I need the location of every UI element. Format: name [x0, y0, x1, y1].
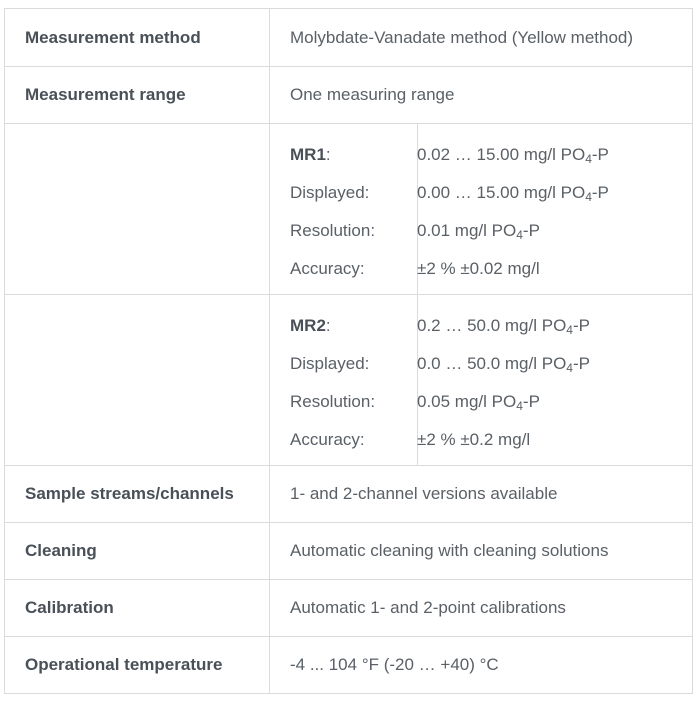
mr2-displayed [397, 345, 692, 383]
spec-value: Automatic cleaning with cleaning solutions [270, 523, 693, 580]
spec-row-mr2 [5, 295, 693, 466]
mr2-resolution-row [270, 383, 692, 421]
mr2-displayed-row [270, 345, 692, 383]
mr1-resolution-row [270, 212, 692, 250]
mr1-accuracy-row [270, 250, 692, 288]
mr1-subtable [270, 136, 692, 288]
mr2-name-text: MR2 [290, 316, 326, 335]
mr2-displayed-post: -P [572, 354, 590, 373]
mr1-displayed-row [270, 174, 692, 212]
spec-label: Sample streams/channels [5, 466, 270, 523]
spec-label: Operational temperature [5, 637, 270, 694]
mr2-name-suffix: : [325, 316, 331, 335]
mr1-span [397, 136, 692, 174]
spec-value: 1- and 2-channel versions available [270, 466, 693, 523]
mr2-resolution-key: Resolution: [290, 392, 376, 411]
mr1-details [270, 124, 693, 295]
spec-label-empty [5, 295, 270, 466]
mr2-displayed-key: Displayed: [290, 354, 370, 373]
mr2-resolution-pre: 0.05 mg/l PO [417, 392, 517, 411]
spec-value: Automatic 1- and 2-point calibrations [270, 580, 693, 637]
spec-row-measurement-range [5, 67, 693, 124]
mr2-span [397, 307, 692, 345]
mr1-displayed-key: Displayed: [290, 183, 370, 202]
spec-label: Measurement range [5, 67, 270, 124]
mr2-displayed-sub: 4 [566, 361, 573, 375]
spec-row-mr1 [5, 124, 693, 295]
spec-row-operational-temperature [5, 637, 693, 694]
spec-label-empty [5, 124, 270, 295]
mr2-span-post: -P [572, 316, 590, 335]
mr1-accuracy-key: Accuracy: [290, 259, 365, 278]
mr1-span-post: -P [591, 145, 609, 164]
mr1-resolution-key: Resolution: [290, 221, 376, 240]
spec-value: -4 ... 104 °F (-20 … +40) °C [270, 637, 693, 694]
mr1-displayed [397, 174, 692, 212]
mr1-resolution [397, 212, 692, 250]
mr2-accuracy: ±2 % ±0.2 mg/l [417, 430, 531, 449]
mr1-accuracy: ±2 % ±0.02 mg/l [417, 259, 540, 278]
spec-label: Calibration [5, 580, 270, 637]
mr1-displayed-post: -P [591, 183, 609, 202]
mr1-span-sub: 4 [585, 152, 592, 166]
mr2-subtable [270, 307, 692, 459]
mr1-name-text: MR1 [290, 145, 326, 164]
mr1-name [270, 136, 397, 174]
specification-table [4, 8, 693, 694]
spec-row-calibration [5, 580, 693, 637]
spec-value: One measuring range [270, 67, 693, 124]
mr2-accuracy-key: Accuracy: [290, 430, 365, 449]
mr2-resolution-sub: 4 [516, 399, 523, 413]
mr2-accuracy-row [270, 421, 692, 459]
mr1-name-suffix: : [325, 145, 331, 164]
mr1-span-pre: 0.02 … 15.00 mg/l PO [417, 145, 586, 164]
spec-row-cleaning [5, 523, 693, 580]
mr1-span-row [270, 136, 692, 174]
mr2-resolution-post: -P [522, 392, 540, 411]
mr1-resolution-sub: 4 [516, 228, 523, 242]
mr1-displayed-sub: 4 [585, 190, 592, 204]
mr2-displayed-pre: 0.0 … 50.0 mg/l PO [417, 354, 567, 373]
mr2-details [270, 295, 693, 466]
mr1-resolution-pre: 0.01 mg/l PO [417, 221, 517, 240]
spec-value: Molybdate-Vanadate method (Yellow method) [270, 9, 693, 67]
spec-label: Measurement method [5, 9, 270, 67]
mr2-span-pre: 0.2 … 50.0 mg/l PO [417, 316, 567, 335]
mr2-span-row [270, 307, 692, 345]
mr1-displayed-pre: 0.00 … 15.00 mg/l PO [417, 183, 586, 202]
mr2-name [270, 307, 397, 345]
spec-label: Cleaning [5, 523, 270, 580]
mr2-resolution [397, 383, 692, 421]
spec-row-sample-streams [5, 466, 693, 523]
mr2-span-sub: 4 [566, 323, 573, 337]
mr1-resolution-post: -P [522, 221, 540, 240]
spec-row-measurement-method [5, 9, 693, 67]
